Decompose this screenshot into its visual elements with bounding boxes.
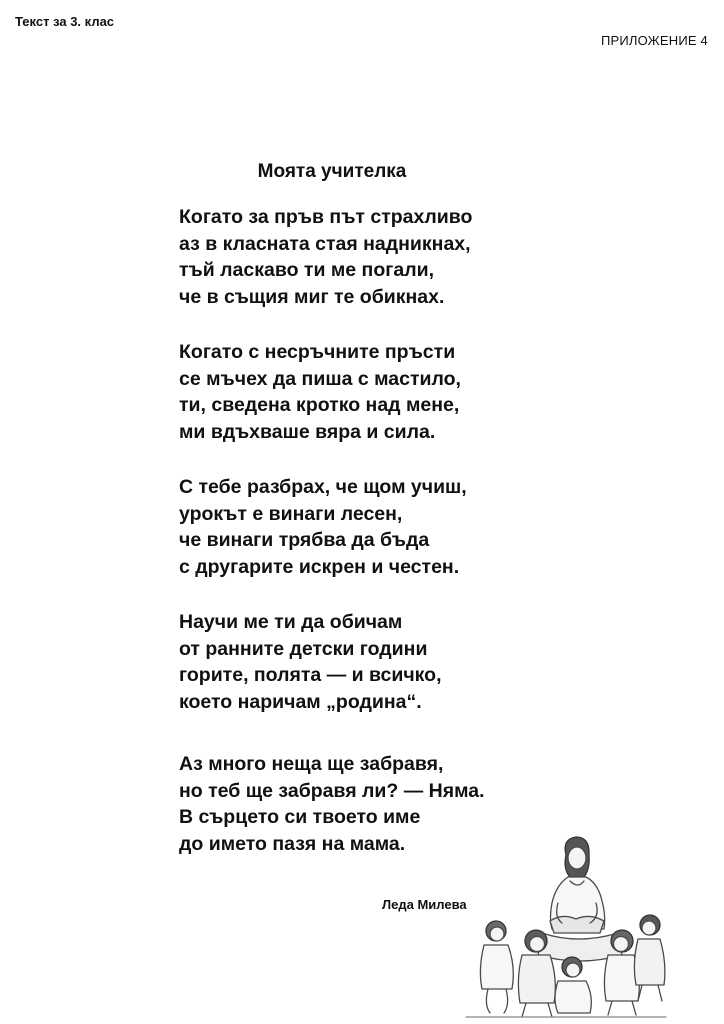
poem-line: аз в класната стая надникнах, [179, 232, 471, 255]
poem-line: В сърцето си твоето име [179, 806, 421, 829]
child-figure [480, 921, 513, 1013]
poem-line: че в същия миг те обикнах. [179, 285, 445, 308]
appendix-label: ПРИЛОЖЕНИЕ 4 [600, 33, 708, 48]
poem-line: горите, полята — и всичко, [179, 664, 442, 687]
stanza-1 [179, 204, 472, 310]
poem-line: от ранните детски години [179, 637, 428, 660]
poem-line: се мъчех да пиша с мастило, [179, 367, 461, 390]
grade-label: Текст за 3. клас [15, 14, 115, 29]
poem-line: тъй ласкаво ти ме погали, [179, 259, 435, 282]
poem-line: урокът е винаги лесен, [179, 502, 403, 525]
teacher-reading-to-children-illustration [462, 833, 668, 1019]
poem-line: Аз много неща ще забравя, [179, 753, 444, 775]
stanza-4 [179, 609, 442, 715]
stanza-3 [179, 474, 467, 580]
poem-line: С тебе разбрах, че щом учиш, [179, 476, 467, 498]
poem-line: с другарите искрен и честен. [179, 555, 460, 578]
poem-line: че винаги трябва да бъда [179, 529, 430, 552]
poem-line: ти, сведена кротко над мене, [179, 394, 460, 417]
teacher-figure [538, 837, 622, 961]
poem-line: но теб ще забравя ли? — Няма. [179, 779, 485, 802]
poem-line: Когато за пръв път страхливо [179, 206, 473, 228]
poem-line: Научи ме ти да обичам [179, 611, 403, 633]
child-figure [555, 957, 591, 1013]
poem-line: до името пазя на мама. [179, 832, 406, 855]
poem-line: ми вдъхваше вяра и сила. [179, 420, 436, 443]
poem-title: Моята учителка [257, 161, 407, 182]
poem-author: Леда Милева [382, 897, 467, 912]
stanza-2 [179, 339, 461, 445]
poem-line: което наричам „родина“. [179, 690, 422, 713]
poem-line: Когато с несръчните пръсти [179, 341, 456, 363]
stanza-5 [179, 751, 485, 857]
